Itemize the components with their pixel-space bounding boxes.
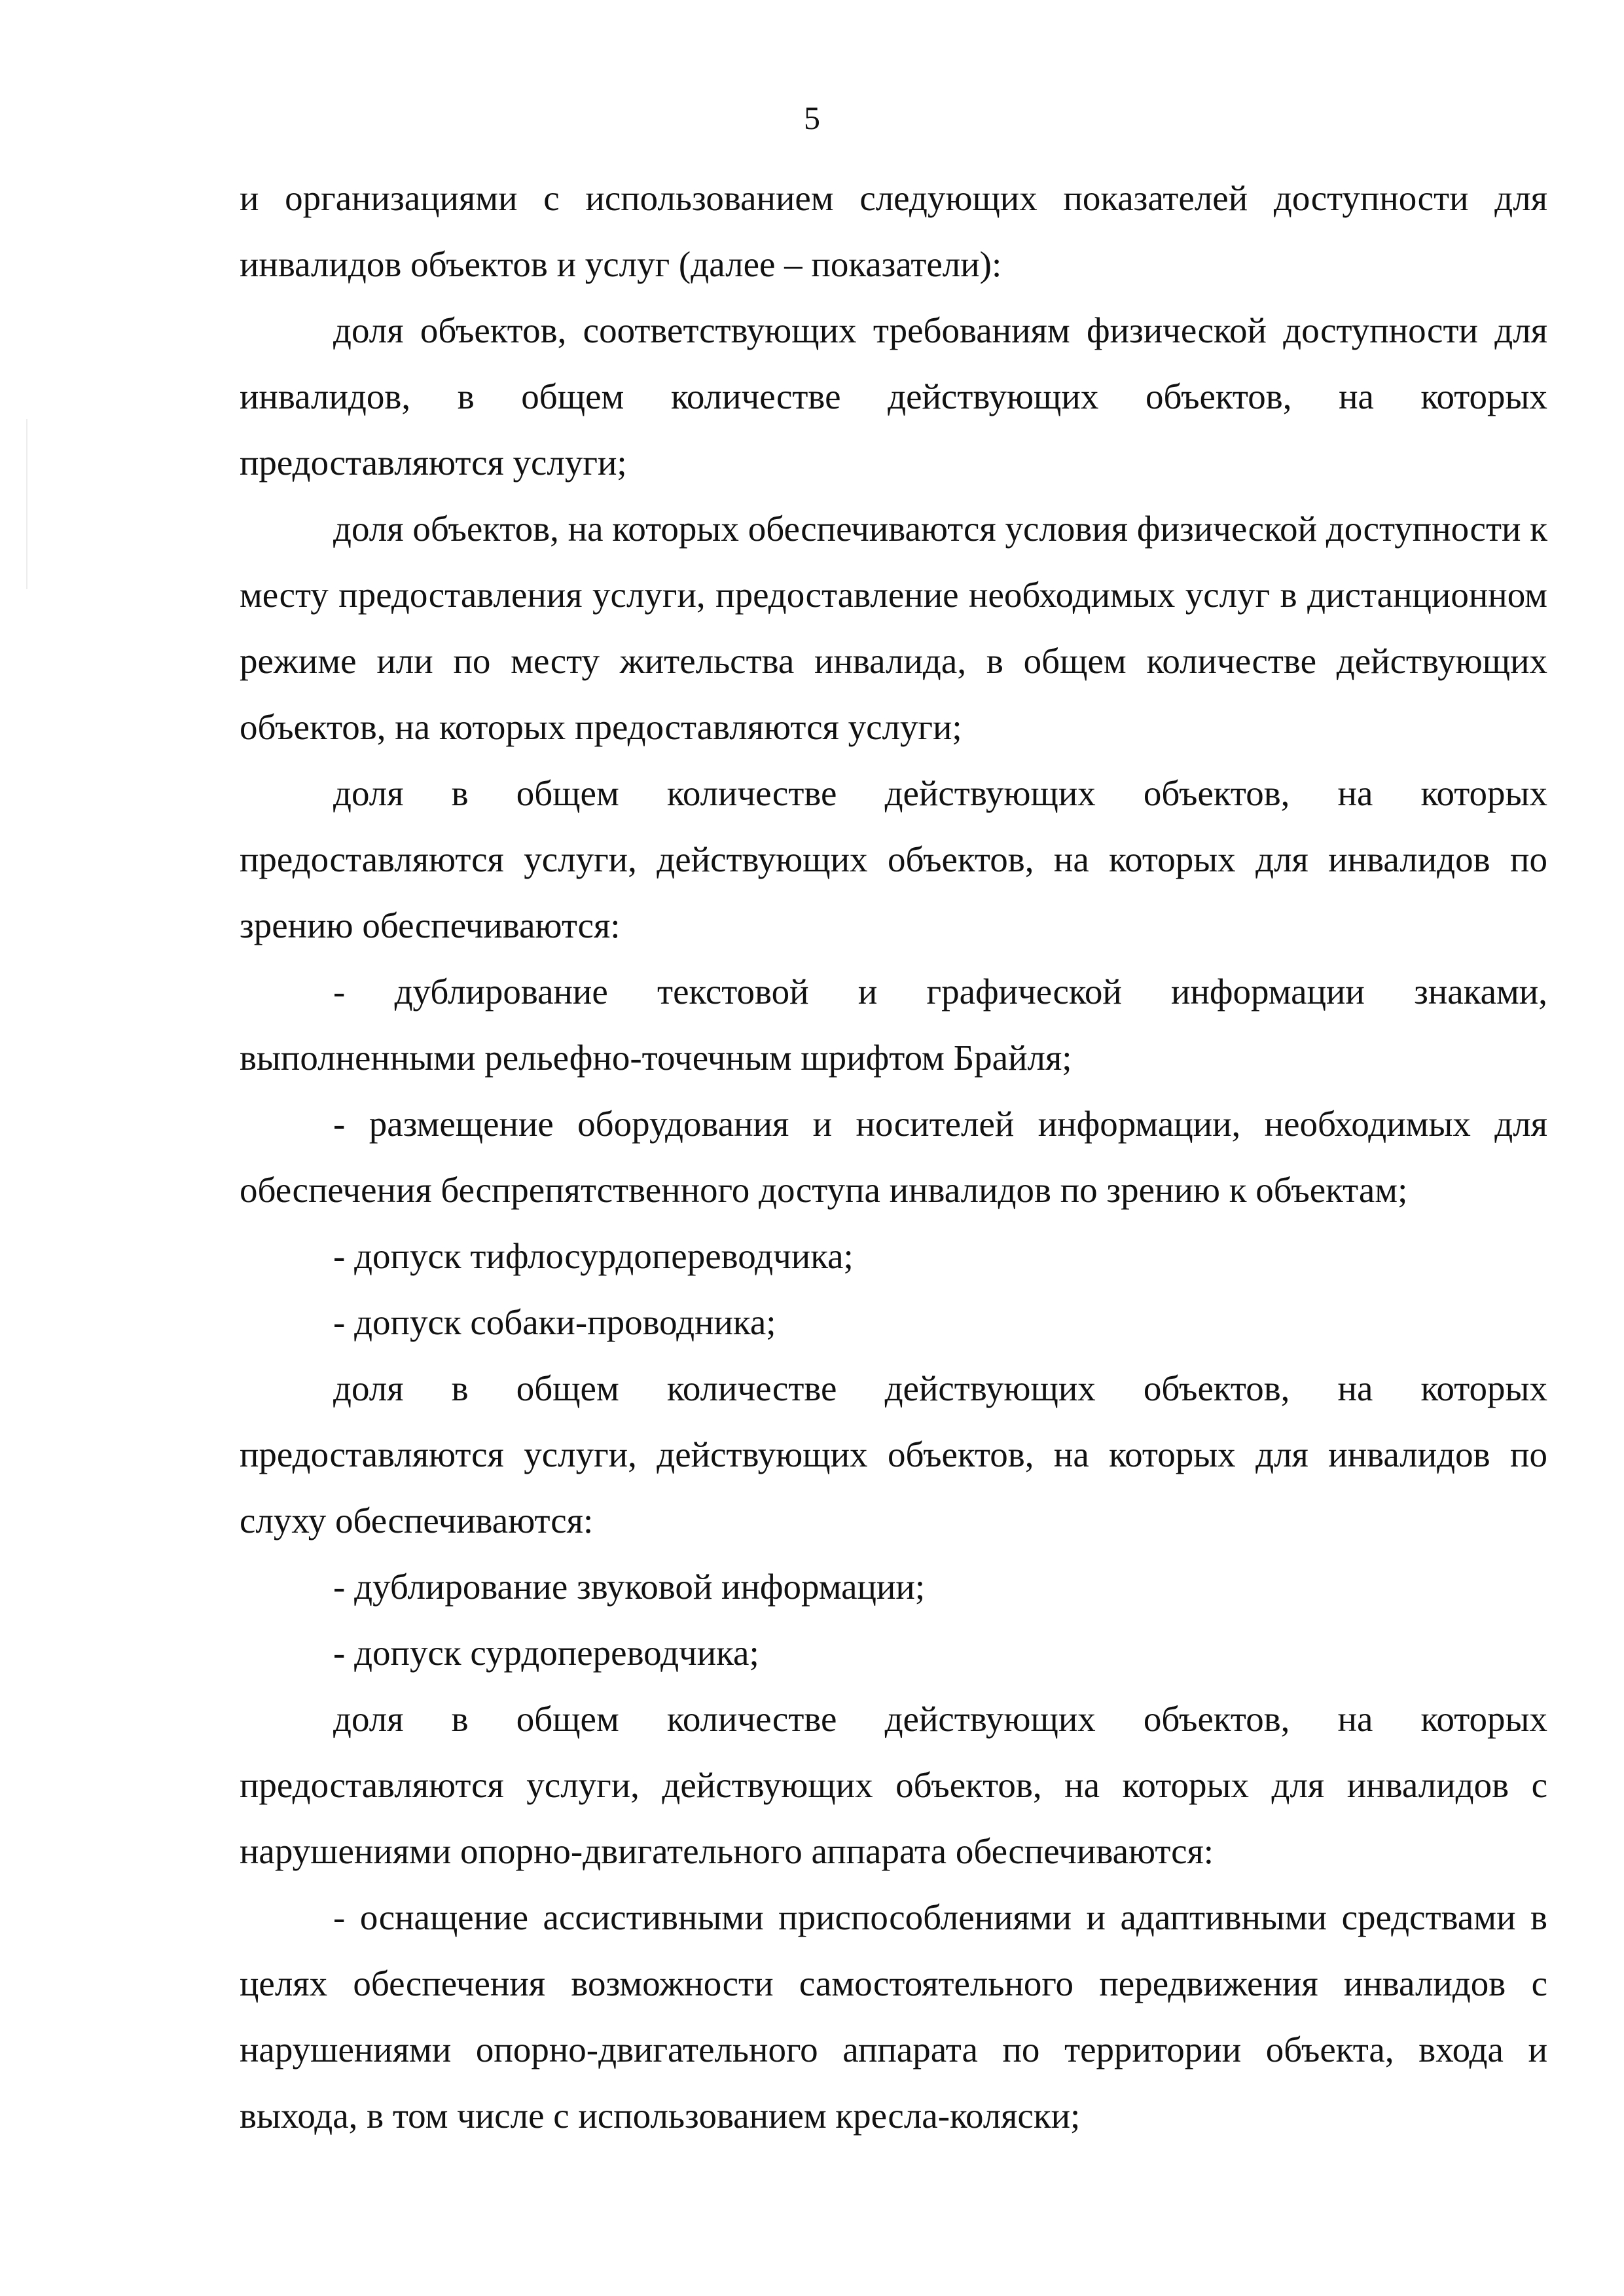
paragraph: доля в общем количестве действующих объектов, на которых предоставляются услуги, действующих объектов, на которых для инвалидов по зрению обеспечиваются: bbox=[240, 773, 1547, 945]
paragraph: и организациями с использованием следующих показателей доступности для инвалидов объектов и услуг (далее – показатели): bbox=[240, 178, 1547, 284]
list-item: - дублирование текстовой и графической информации знаками, выполненными рельефно-точечным шрифтом Брайля; bbox=[240, 972, 1547, 1078]
list-item: - размещение оборудования и носителей информации, необходимых для обеспечения беспрепятственного доступа инвалидов по зрению к объектам; bbox=[240, 1104, 1547, 1210]
document-body bbox=[240, 165, 1547, 2149]
list-item: - допуск собаки-проводника; bbox=[333, 1302, 776, 1342]
paragraph: доля в общем количестве действующих объектов, на которых предоставляются услуги, действующих объектов, на которых для инвалидов с нарушениями опорно-двигательного аппарата обеспечиваются: bbox=[240, 1699, 1547, 1871]
page-number: 5 bbox=[804, 100, 820, 136]
scan-edge-mark bbox=[26, 419, 27, 589]
list-item: - допуск сурдопереводчика; bbox=[333, 1633, 759, 1673]
list-item: - оснащение ассистивными приспособлениями и адаптивными средствами в целях обеспечения возможности самостоятельного передвижения инвалидов с нарушениями опорно-двигательного аппарата по территории объекта, входа и выхода, в том числе с использованием кресла-коляски; bbox=[240, 1897, 1547, 2136]
paragraph: доля объектов, на которых обеспечиваются условия физической доступности к месту предоставления услуги, предоставление необходимых услуг в дистанционном режиме или по месту жительства инвалида, в общем количестве действующих объектов, на которых предоставляются услуги; bbox=[240, 509, 1547, 747]
paragraph: доля объектов, соответствующих требованиям физической доступности для инвалидов, в общем количестве действующих объектов, на которых предоставляются услуги; bbox=[240, 310, 1547, 483]
list-item: - допуск тифлосурдопереводчика; bbox=[333, 1236, 854, 1276]
list-item: - дублирование звуковой информации; bbox=[333, 1567, 926, 1607]
paragraph: доля в общем количестве действующих объектов, на которых предоставляются услуги, действующих объектов, на которых для инвалидов по слуху обеспечиваются: bbox=[240, 1368, 1547, 1540]
